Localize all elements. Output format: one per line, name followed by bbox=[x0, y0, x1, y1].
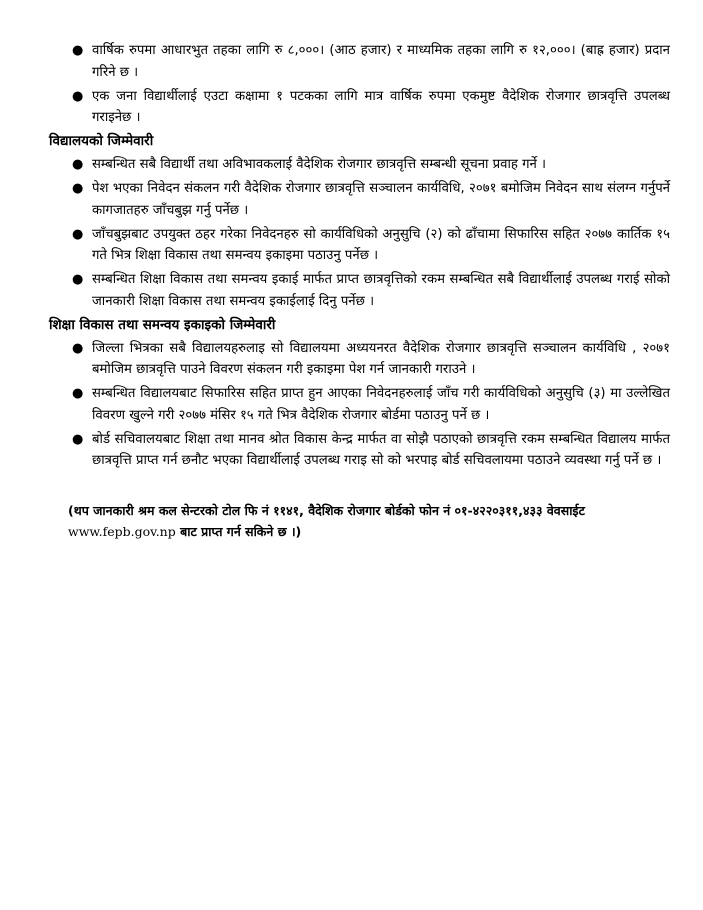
website-link[interactable]: www.fepb.gov.np bbox=[68, 523, 176, 539]
list-item-text: सम्बन्धित शिक्षा विकास तथा समन्वय इकाई मार्फत प्राप्त छात्रवृत्तिको रकम सम्बन्धित सबै विद्यार्थीलाई उपलब्ध गराई सोको जानकारी शिक्षा विकास तथा समन्वय इकाईलाई दिनु पर्नेछ । bbox=[92, 272, 670, 309]
contact-note-suffix: बाट प्राप्त गर्न सकिने छ ।) bbox=[180, 523, 302, 539]
list-item bbox=[50, 40, 670, 83]
list-item bbox=[50, 429, 670, 472]
list-item bbox=[50, 224, 670, 267]
section-heading-school-responsibility: विद्यालयको जिम्मेवारी bbox=[49, 133, 154, 149]
contact-note bbox=[50, 500, 670, 542]
bullet-icon: ● bbox=[72, 386, 84, 401]
contact-note-text: (थप जानकारी श्रम कल सेन्टरको टोल फि नं ११४१, वैदेशिक रोजगार बोर्डको फोन नं ०१-४२२०३११,४३३ वेवसाईट bbox=[68, 502, 585, 518]
bullet-icon: ● bbox=[72, 157, 84, 172]
bullet-icon: ● bbox=[72, 88, 84, 104]
bullet-icon: ● bbox=[72, 43, 84, 58]
list-item-text: सम्बन्धित विद्यालयबाट सिफारिस सहित प्राप्त हुन आएका निवेदनहरुलाई जाँच गरी कार्यविधिको अनुसुचि (३) मा उल्लेखित विवरण खुल्ने गरी २०७७ मंसिर १५ गते भित्र वैदेशिक रोजगार बोर्डमा पठाउनु पर्ने छ । bbox=[92, 386, 670, 423]
section-heading-education-unit-responsibility: शिक्षा विकास तथा समन्वय इकाइको जिम्मेवारी bbox=[49, 316, 276, 333]
bullet-icon: ● bbox=[72, 226, 84, 242]
list-item bbox=[50, 269, 670, 312]
list-item-text: बोर्ड सचिवालयबाट शिक्षा तथा मानव श्रोत विकास केन्द्र मार्फत वा सोझै पठाएको छात्रवृत्ति रकम सम्बन्धित विद्यालय मार्फत छात्रवृत्ति प्राप्त गर्न छनौट भएका विद्यार्थीलाई उपलब्ध गराइ सो को भरपाइ बोर्ड सचिवलायमा पठाउने व्यवस्था गर्नु पर्ने छ । bbox=[92, 431, 670, 468]
bullet-icon: ● bbox=[72, 340, 84, 356]
list-item bbox=[50, 154, 670, 176]
bullet-icon: ● bbox=[72, 181, 84, 196]
list-item bbox=[50, 338, 670, 381]
list-item-text: सम्बन्धित सबै विद्यार्थी तथा अविभावकलाई वैदेशिक रोजगार छात्रवृत्ति सम्बन्धी सूचना प्रवाह गर्ने । bbox=[92, 157, 547, 172]
intro-bullet-list bbox=[50, 40, 670, 129]
list-item-text: जाँचबुझबाट उपयुक्त ठहर गरेका निवेदनहरु सो कार्यविधिको अनुसुचि (२) को ढाँचामा सिफारिस सहित २०७७ कार्तिक १५ गते भित्र शिक्षा विकास तथा समन्वय इकाइमा पठाउनु पर्नेछ । bbox=[92, 226, 670, 263]
list-item bbox=[50, 178, 670, 221]
list-item bbox=[50, 383, 670, 426]
bullet-icon: ● bbox=[72, 272, 84, 287]
list-item bbox=[50, 86, 670, 129]
education-unit-responsibility-list bbox=[50, 338, 670, 472]
list-item-text: पेश भएका निवेदन संकलन गरी वैदेशिक रोजगार छात्रवृत्ति सञ्चालन कार्यविधि, २०७१ बमोजिम निवेदन साथ संलग्न गर्नुपर्ने कागजातहरु जाँचबुझ गर्नु पर्नेछ । bbox=[92, 181, 670, 218]
list-item-text: जिल्ला भित्रका सबै विद्यालयहरुलाइ सो विद्यालयमा अध्ययनरत वैदेशिक रोजगार छात्रवृत्ति सञ्चालन कार्यविधि , २०७१ बमोजिम छात्रवृत्ति पाउने विवरण संकलन गरी इकाइमा पेश गर्न जानकारी गराउने । bbox=[92, 340, 670, 377]
bullet-icon: ● bbox=[72, 431, 84, 447]
school-responsibility-list bbox=[50, 154, 670, 312]
list-item-text: वार्षिक रुपमा आधारभुत तहका लागि रु ८,०००। (आठ हजार) र माध्यमिक तहका लागि रु १२,०००। (बाह्र हजार) प्रदान गरिने छ । bbox=[92, 43, 670, 80]
document-content bbox=[50, 40, 670, 554]
list-item-text: एक जना विद्यार्थीलाई एउटा कक्षामा १ पटकका लागि मात्र वार्षिक रुपमा एकमुष्ट वैदेशिक रोजगार छात्रवृत्ति उपलब्ध गराइनेछ । bbox=[92, 88, 670, 125]
